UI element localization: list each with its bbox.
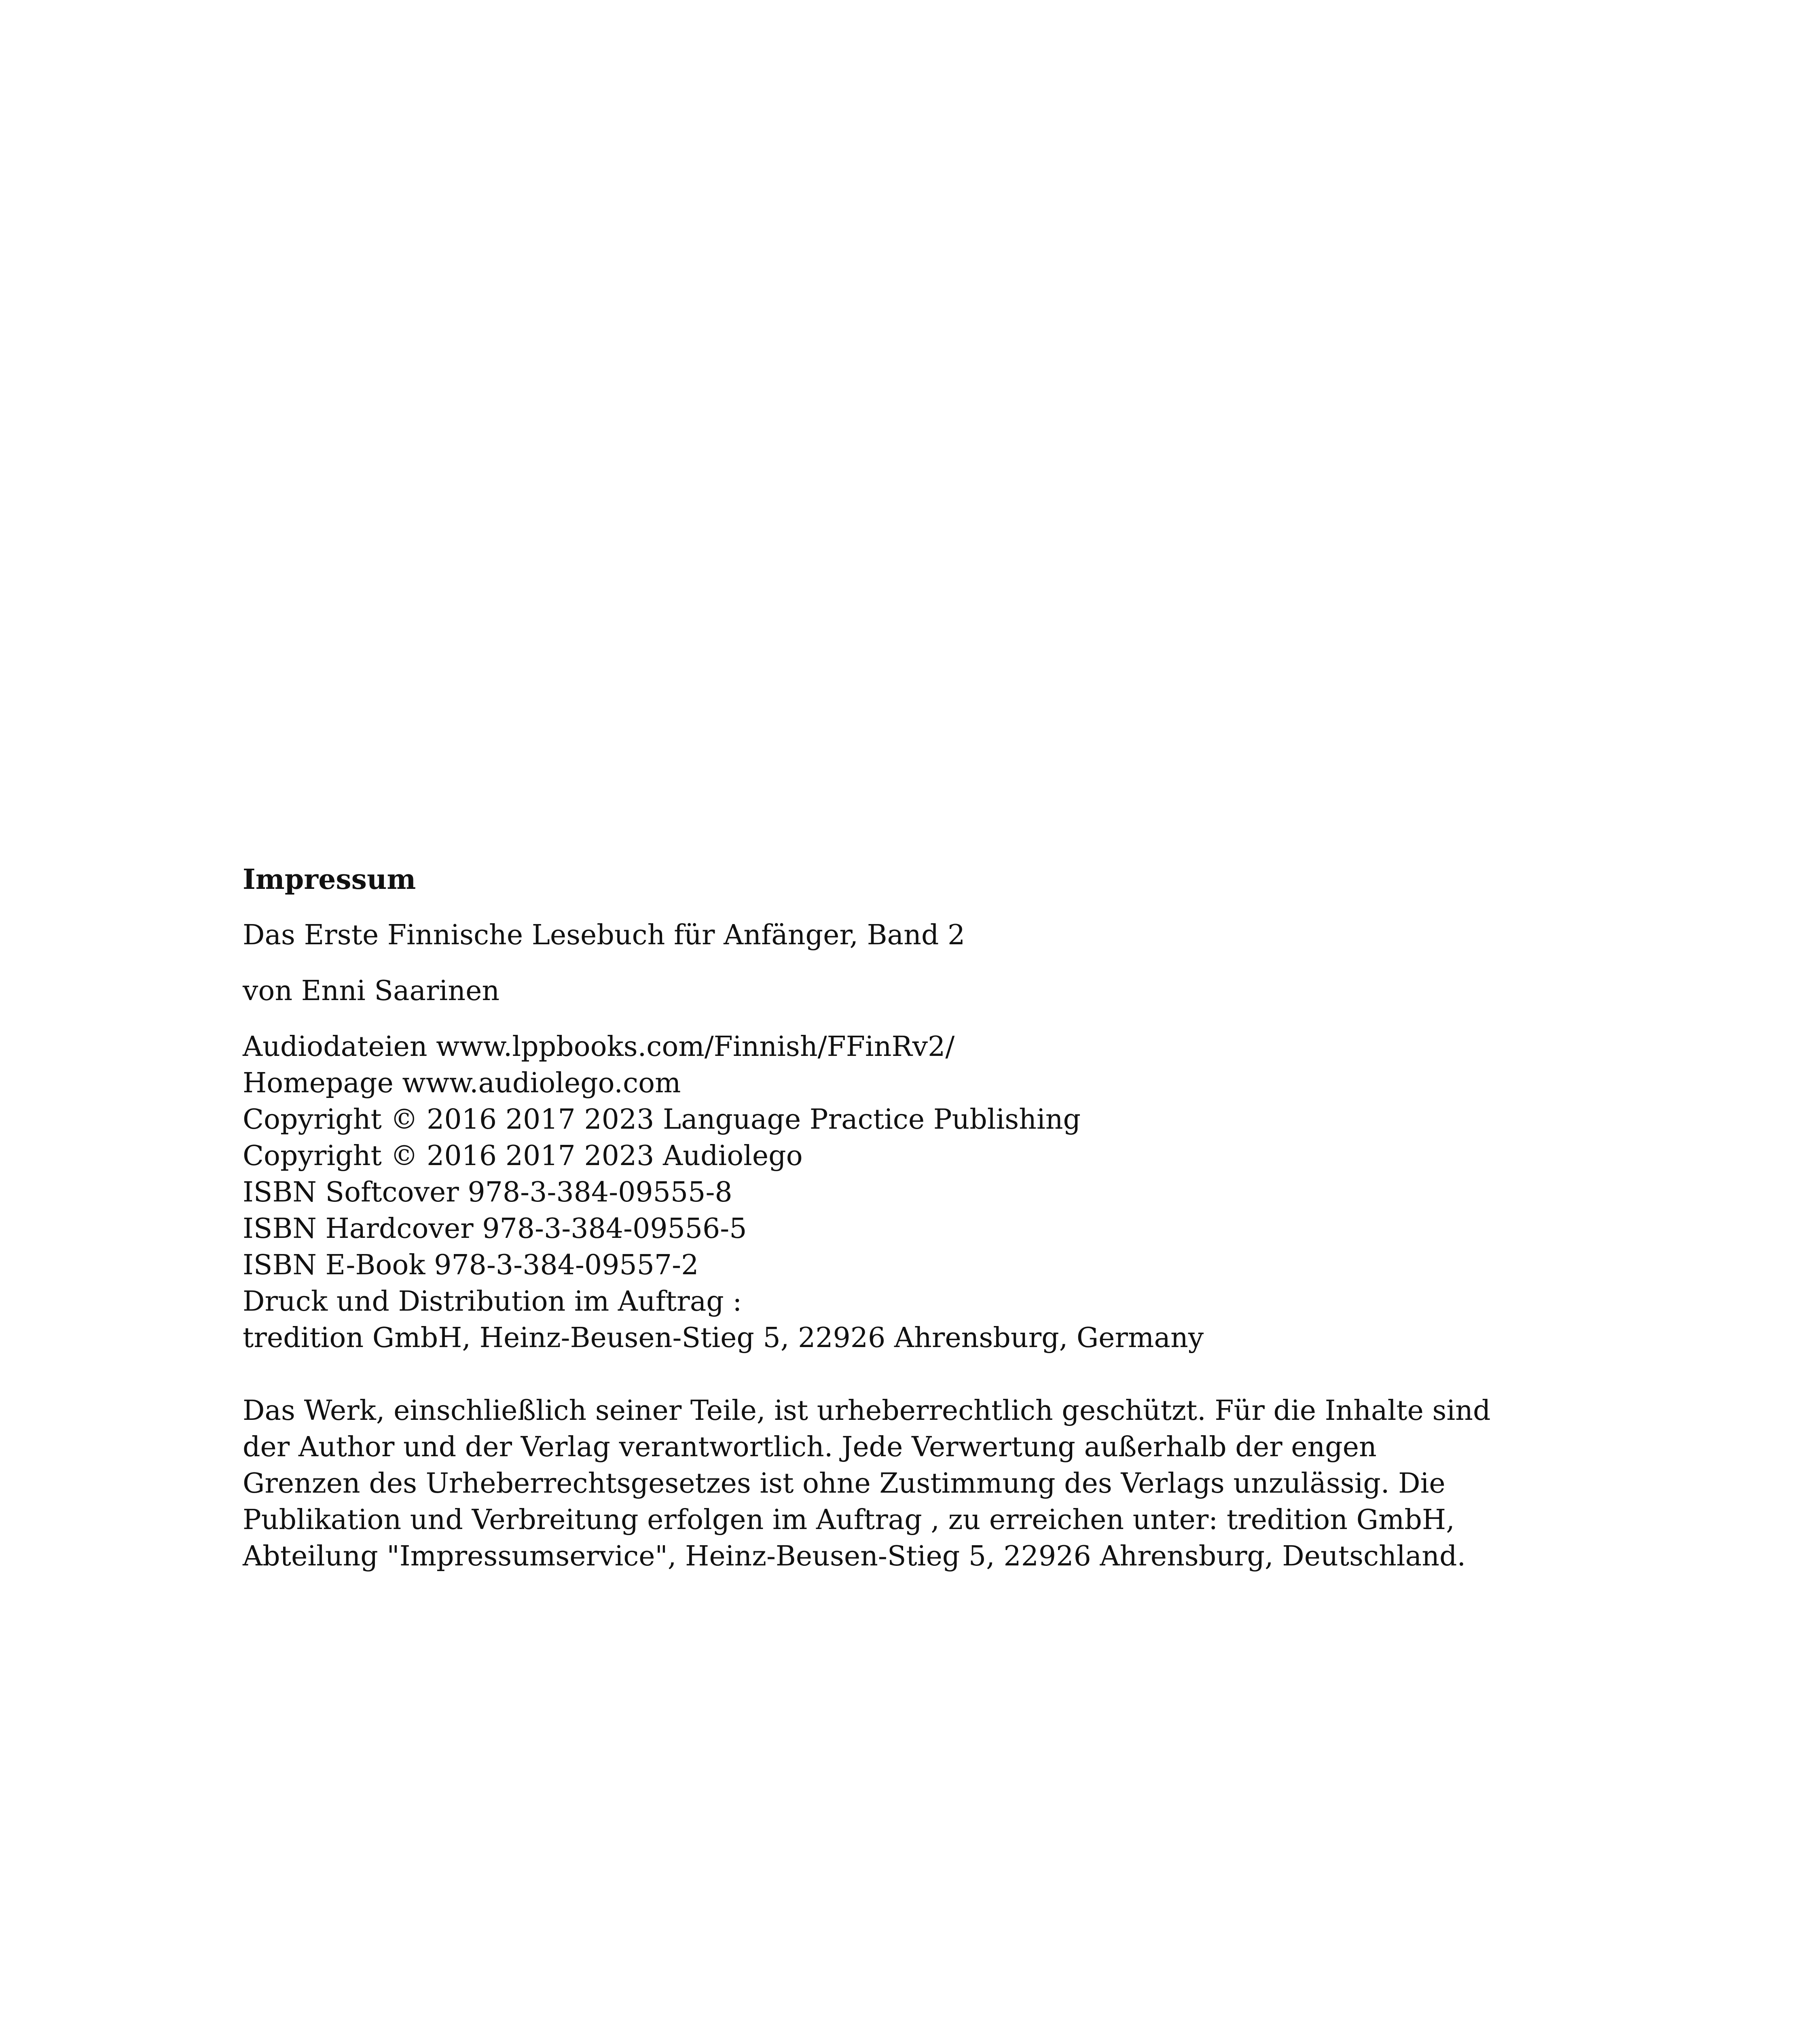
book-author: von Enni Saarinen bbox=[243, 975, 500, 1007]
distributor-address-line: tredition GmbH, Heinz-Beusen-Stieg 5, 22926 Ahrensburg, Germany bbox=[243, 1322, 1204, 1354]
copyright-line: Copyright © 2016 2017 2023 Audiolego bbox=[243, 1140, 803, 1172]
legal-notice-line: Publikation und Verbreitung erfolgen im Auftrag , zu erreichen unter: tredition GmbH, bbox=[243, 1504, 1455, 1536]
isbn-softcover-line: ISBN Softcover 978-3-384-09555-8 bbox=[243, 1176, 732, 1208]
legal-notice-line: Abteilung "Impressumservice", Heinz-Beusen-Stieg 5, 22926 Ahrensburg, Deutschland. bbox=[243, 1540, 1466, 1572]
spacer bbox=[243, 898, 1618, 917]
legal-notice-line: Das Werk, einschließlich seiner Teile, ist urheberrechtlich geschützt. Für die Inhalte sind bbox=[243, 1395, 1491, 1427]
audio-files-line: Audiodateien www.lppbooks.com/Finnish/FFinRv2/ bbox=[243, 1031, 955, 1063]
isbn-hardcover-line: ISBN Hardcover 978-3-384-09556-5 bbox=[243, 1213, 747, 1245]
spacer bbox=[243, 954, 1618, 973]
impressum-section bbox=[243, 861, 1618, 1575]
legal-notice-line: Grenzen des Urheberrechtsgesetzes ist ohne Zustimmung des Verlags unzulässig. Die bbox=[243, 1468, 1445, 1500]
impressum-heading: Impressum bbox=[243, 863, 416, 896]
homepage-line: Homepage www.audiolego.com bbox=[243, 1067, 681, 1099]
legal-notice-line: der Author und der Verlag verantwortlich. Jede Verwertung außerhalb der engen bbox=[243, 1431, 1377, 1463]
distribution-line: Druck und Distribution im Auftrag : bbox=[243, 1286, 742, 1318]
legal-notice bbox=[243, 1393, 1618, 1575]
publication-info bbox=[243, 1029, 1618, 1356]
isbn-ebook-line: ISBN E-Book 978-3-384-09557-2 bbox=[243, 1249, 699, 1281]
copyright-line: Copyright © 2016 2017 2023 Language Practice Publishing bbox=[243, 1104, 1081, 1136]
book-title: Das Erste Finnische Lesebuch für Anfänger, Band 2 bbox=[243, 919, 965, 951]
spacer bbox=[243, 1009, 1618, 1029]
